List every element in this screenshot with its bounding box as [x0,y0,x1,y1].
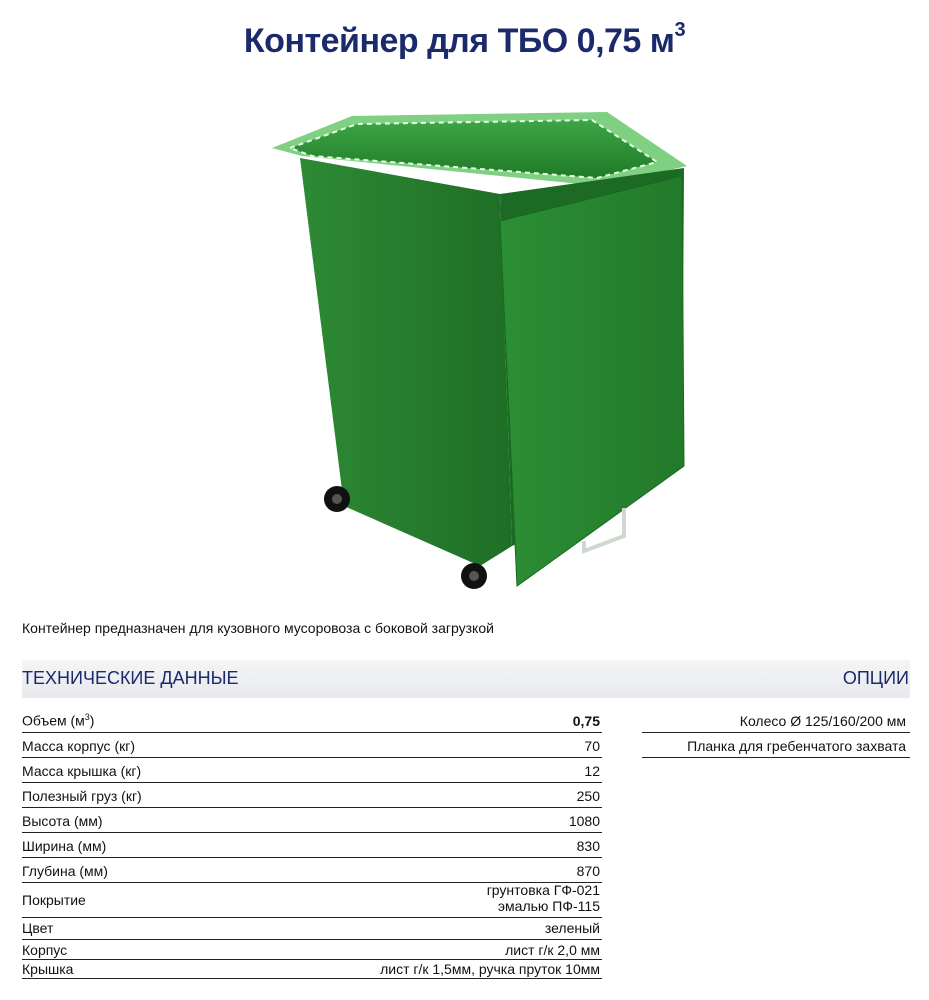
spec-value: 830 [576,838,600,854]
spec-key: Полезный груз (кг) [22,788,142,804]
section-tech-data: ТЕХНИЧЕСКИЕ ДАННЫЕ [22,668,239,688]
spec-value: лист г/к 2,0 мм [505,942,600,958]
option-value: Колесо Ø 125/160/200 мм [739,713,906,729]
spec-key: Цвет [22,920,54,936]
description: Контейнер предназначен для кузовного мусоровоза с боковой загрузкой [22,620,494,636]
spec-row [22,733,602,758]
section-options: ОПЦИИ [842,668,909,688]
page-title: Контейнер для ТБО 0,75 $м^3$ [243,18,686,60]
spec-key: Покрытие [22,892,86,908]
spec-key: Объем $(м^3)$ [22,712,95,729]
spec-value: 0,75 [572,713,600,729]
container-image [262,96,702,601]
spec-key: Масса крышка (кг) [22,763,142,779]
spec-value: 70 [584,738,600,754]
spec-key: Крышка [22,961,74,977]
spec-value: 870 [576,863,600,879]
spec-row [22,960,602,979]
spec-value: 12 [584,763,600,779]
spec-row [22,940,602,960]
spec-row [22,783,602,808]
spec-key: Глубина (мм) [22,863,108,879]
spec-row [22,758,602,783]
spec-value: 250 [576,788,600,804]
spec-value: 1080 [568,813,600,829]
spec-value: грунтовка ГФ-021 эмалью ПФ-115 [486,882,600,914]
option-row [642,733,910,758]
spec-value: лист г/к 1,5мм, ручка пруток 10мм [380,961,600,977]
option-row [642,708,910,733]
spec-row [22,918,602,940]
spec-row [22,833,602,858]
option-value: Планка для гребенчатого захвата [687,738,906,754]
spec-row [22,858,602,883]
spec-row [22,883,602,918]
spec-value: зеленый [544,920,600,936]
spec-key: Ширина (мм) [22,838,107,854]
spec-key: Высота (мм) [22,813,103,829]
spec-row [22,808,602,833]
spec-key: Масса корпус (кг) [22,738,136,754]
spec-row [22,708,602,733]
spec-key: Корпус [22,942,68,958]
